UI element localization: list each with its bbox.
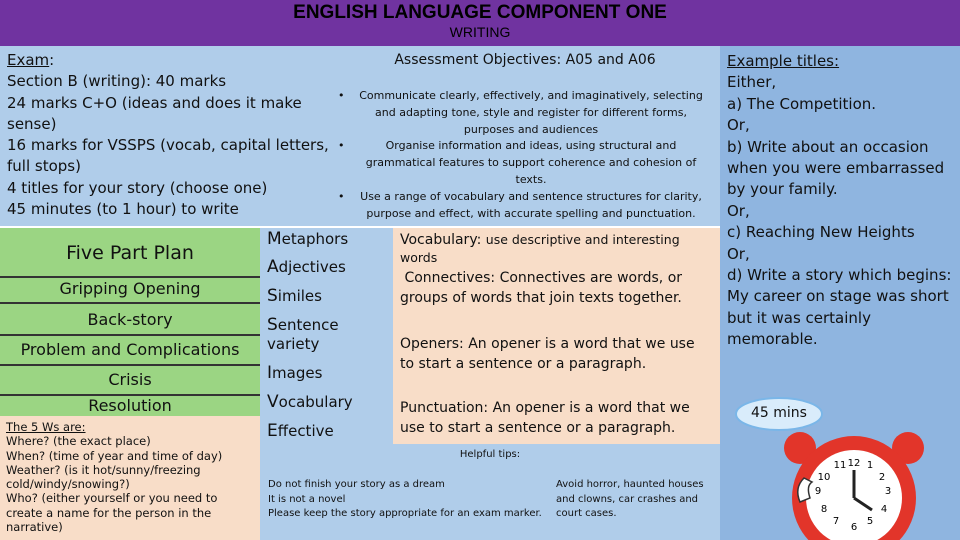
five-ws-line: cold/windy/snowing?) xyxy=(6,477,130,492)
plan-item: Gripping Opening xyxy=(0,278,260,304)
plan-item: Resolution xyxy=(88,396,172,415)
five-ws-line: Weather? (is it hot/sunny/freezing xyxy=(6,462,201,477)
svg-text:9: 9 xyxy=(814,486,822,497)
example-line: My career on stage was short xyxy=(727,287,949,306)
technique-adjectives: Adjectives xyxy=(267,257,346,277)
exam-line: 4 titles for your story (choose one) xyxy=(7,178,268,197)
objective-item: • Use a range of vocabulary and sentence structures for clarity, purpose and effect, with accurate spelling and punctuation. xyxy=(354,189,708,223)
def-openers: Openers: An opener is a word that we use to start a sentence or a paragraph. xyxy=(400,336,695,372)
svg-text:4: 4 xyxy=(880,504,888,515)
five-ws xyxy=(6,420,234,534)
tips-left xyxy=(268,478,548,522)
five-ws-line: narrative) xyxy=(6,520,63,535)
example-line: Or, xyxy=(727,116,750,135)
svg-text:1: 1 xyxy=(866,460,874,471)
five-ws-line: When? (time of year and time of day) xyxy=(6,448,223,463)
example-line: b) Write about an occasion xyxy=(727,137,929,156)
def-punctuation: Punctuation: An opener is a word that we use to start a sentence or a paragraph. xyxy=(400,400,690,436)
objective-item: • Organise information and ideas, using structural and grammatical features to support coherence and cohesion of texts. xyxy=(354,138,708,188)
example-line: Either, xyxy=(727,73,777,92)
tip-line: It is not a novel xyxy=(268,493,346,505)
def-vocabulary: Vocabulary: use descriptive and interesting words xyxy=(400,232,680,265)
exam-line: Section B (writing): 40 marks xyxy=(7,72,227,91)
svg-text:11: 11 xyxy=(833,460,847,471)
svg-text:2: 2 xyxy=(878,472,886,483)
svg-text:12: 12 xyxy=(847,458,861,469)
svg-text:5: 5 xyxy=(866,516,874,527)
example-line: c) Reaching New Heights xyxy=(727,223,915,242)
exam-heading-colon: : xyxy=(49,51,55,69)
page-subtitle: WRITING xyxy=(449,24,511,40)
tip-line: Avoid horror, haunted houses xyxy=(556,479,704,490)
five-ws-heading: The 5 Ws are: xyxy=(6,420,86,434)
plan-item: Problem and Complications xyxy=(0,336,260,366)
exam-info xyxy=(7,50,337,220)
technique-vocabulary: Vocabulary xyxy=(267,392,353,412)
tip-line: Please keep the story appropriate for an exam marker. xyxy=(268,508,542,519)
tips-right xyxy=(556,478,716,522)
exam-line: 24 marks C+O (ideas and does it make xyxy=(7,93,302,112)
example-titles-heading: Example titles: xyxy=(727,52,840,70)
svg-text:10: 10 xyxy=(817,472,831,483)
timer-label: 45 mins xyxy=(751,405,807,421)
example-line: d) Write a story which begins: xyxy=(727,266,952,285)
page-title: ENGLISH LANGUAGE COMPONENT ONE xyxy=(293,2,667,23)
svg-text:6: 6 xyxy=(850,522,858,533)
five-ws-line: create a name for the person in the xyxy=(6,505,212,520)
svg-text:8: 8 xyxy=(820,504,828,515)
tip-line: Do not finish your story as a dream xyxy=(268,479,445,490)
exam-line: 45 minutes (to 1 hour) to write xyxy=(7,200,239,219)
five-ws-line: Who? (either yourself or you need to xyxy=(6,491,218,506)
five-part-plan xyxy=(0,228,260,416)
example-titles xyxy=(727,51,957,351)
example-line: a) The Competition. xyxy=(727,94,877,113)
example-line: by your family. xyxy=(727,180,838,199)
example-line: when you were embarrassed xyxy=(727,159,945,178)
def-connectives: Connectives: Connectives are words, or groups of words that join texts together. xyxy=(400,270,683,306)
technique-similes: Similes xyxy=(267,286,322,306)
plan-item: Back-story xyxy=(0,306,260,336)
technique-effective: Effective xyxy=(267,421,334,441)
exam-line: sense) xyxy=(7,114,57,133)
tip-line: and clowns, car crashes and xyxy=(556,493,699,505)
technique-sentence-variety: Sentence variety xyxy=(267,315,339,353)
plan-title: Five Part Plan xyxy=(0,238,260,278)
exam-line: 16 marks for VSSPS (vocab, capital letters, xyxy=(7,136,329,155)
technique-images: Images xyxy=(267,363,323,383)
tips-title: Helpful tips: xyxy=(459,449,521,460)
example-line: memorable. xyxy=(727,330,818,349)
svg-text:7: 7 xyxy=(832,516,840,527)
exam-line: full stops) xyxy=(7,157,81,176)
five-ws-line: Where? (the exact place) xyxy=(6,434,151,449)
example-line: but it was certainly xyxy=(727,308,871,327)
objectives-title: Assessment Objectives: A05 and A06 xyxy=(394,52,656,68)
exam-heading: Exam xyxy=(7,51,50,69)
plan-item: Crisis xyxy=(0,366,260,396)
technique-metaphors: Metaphors xyxy=(267,229,349,249)
objectives-list xyxy=(336,88,708,222)
svg-text:3: 3 xyxy=(884,486,892,497)
example-line: Or, xyxy=(727,201,750,220)
alarm-clock-icon xyxy=(760,420,950,540)
objective-item: • Communicate clearly, effectively, and imaginatively, selecting and adapting tone, style and register for different forms, purposes and audiences xyxy=(354,88,708,138)
tip-line: court cases. xyxy=(556,508,617,519)
example-line: Or, xyxy=(727,244,750,263)
